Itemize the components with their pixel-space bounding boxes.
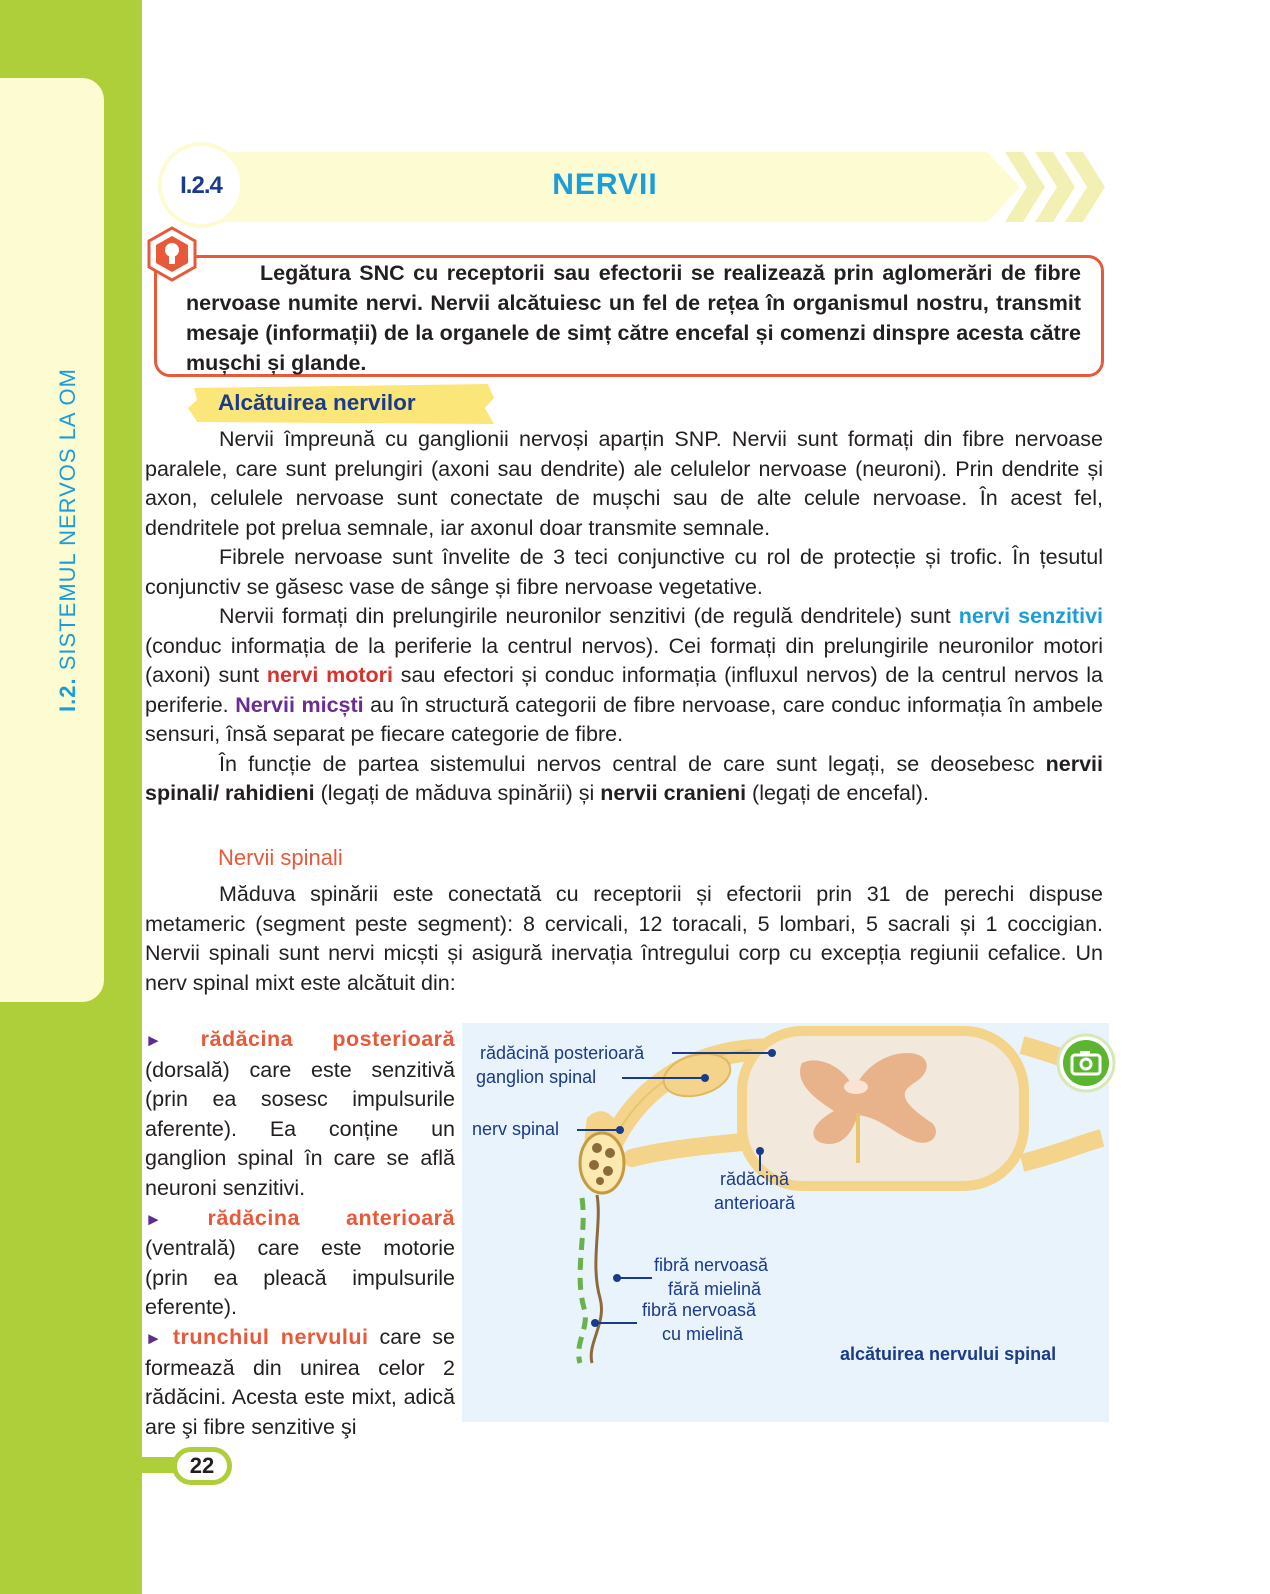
- label-myelinated-fibre: fibră nervoasă: [642, 1300, 757, 1320]
- label-unmyelinated-fibre: fără mielină: [668, 1279, 762, 1299]
- term-motor-nerves: nervi motori: [266, 663, 393, 687]
- term-cranial-nerves: nervii cranieni: [600, 781, 747, 805]
- side-panel: [0, 78, 104, 1002]
- label-anterior-root: anterioară: [714, 1193, 796, 1213]
- term-sensory-nerves: nervi senzitivi: [958, 604, 1103, 628]
- list-item: ► rădăcina posterioară (dorsală) care este senzitivă (prin ea sosesc impulsurile aferente). Ea conține un ganglion spinal în care se află neuroni senzitivi.: [145, 1027, 455, 1200]
- label-anterior-root: rădăcină: [720, 1169, 790, 1189]
- list-item: ► trunchiul nervului care se formează din unirea celor 2 rădăcini. Acesta este mixt, adică are şi fibre senzitive şi: [145, 1324, 455, 1439]
- subheading-composition: Alcătuirea nervilor: [218, 390, 416, 415]
- paragraph: Nervii formați din prelungirile neuronilor senzitivi (de regulă dendritele) sunt nervi senzitivi (conduc informația de la periferie la centrul nervos). Cei formați din prelungirile neuronilor motori (axoni) sunt nervi motori sau efectori și conduc informația (influxul nervos) de la centrul nervos la periferie. Nervii micști au în structură categorii de fibre nervoase, care conduc informația în ambele sensuri, însă separat pe fiecare categorie de fibre.: [145, 604, 1103, 746]
- paragraph: Fibrele nervoase sunt învelite de 3 teci conjunctive cu rol de protecție și trofic. În țesutul conjunctiv se găsesc vase de sânge și fibre nervoase vegetative.: [145, 545, 1103, 599]
- label-posterior-root: rădăcină posterioară: [480, 1043, 645, 1063]
- term-mixed-nerves: Nervii micști: [235, 692, 364, 717]
- page-number: 22: [172, 1447, 232, 1485]
- component-list: [145, 1025, 455, 1442]
- spinal-nerve-figure: [462, 1023, 1109, 1422]
- list-item: ► rădăcina anterioară (ventrală) care este motorie (prin ea pleacă impulsurile eferente).: [145, 1205, 455, 1320]
- intro-text: Legătura SNC cu receptorii sau efectorii se realizează prin aglomerări de fibre nervoase numite nervi. Nervii alcătuiesc un fel de rețea în organismul nostru, transmit mesaje (informații) de la organele de simț către encefal și comenzi dinspre acesta către mușchi și glande.: [186, 261, 1081, 375]
- paragraph: În funcție de partea sistemului nervos central de care sunt legați, se deosebesc nervii spinali/ rahidieni (legați de măduva spinării) și nervii cranieni (legați de encefal).: [145, 751, 1103, 805]
- camera-icon: [1056, 1033, 1116, 1093]
- section2-body: [145, 880, 1103, 998]
- subheading-spinal-nerves: Nervii spinali: [218, 845, 343, 870]
- lesson-number-badge: I.2.4: [158, 142, 244, 228]
- label-unmyelinated-fibre: fibră nervoasă: [654, 1255, 769, 1275]
- label-spinal-nerve: nerv spinal: [472, 1119, 560, 1139]
- label-spinal-ganglion: ganglion spinal: [476, 1067, 597, 1087]
- paragraph: Măduva spinării este conectată cu receptorii și efectorii prin 31 de perechi dispuse metameric (segment peste segment): 8 cervicali, 12 toracali, 5 lombari, 5 sacrali și 1 coccigian. Nervii spinali sunt nervi micști și asigură inervația întregului corp cu excepția regiunii cefalice. Un nerv spinal mixt este alcătuit din:: [145, 882, 1103, 995]
- page-title: NERVII: [552, 168, 658, 201]
- label-myelinated-fibre: cu mielină: [662, 1324, 744, 1344]
- section1-body: [145, 425, 1103, 809]
- paragraph: Nervii împreună cu ganglionii nervoși aparțin SNP. Nervii sunt formați din fibre nervoase paralele, care sunt prelungiri (axoni sau dendrite) ale celulelor nervoase (neuroni). Prin dendrite și axon, celulele nervoase sunt conectate de mușchi sau de alte celule nervoase. În acest fel, dendritele pot prelua semnale, iar axonul doar transmite semnale.: [145, 427, 1103, 540]
- term-spinal-nerves: nervii spinali/ rahidieni: [145, 751, 1103, 805]
- figure-caption: alcătuirea nervului spinal: [840, 1344, 1057, 1364]
- side-chapter-title: I.2. SISTEMUL NERVOS LA OM: [55, 368, 80, 712]
